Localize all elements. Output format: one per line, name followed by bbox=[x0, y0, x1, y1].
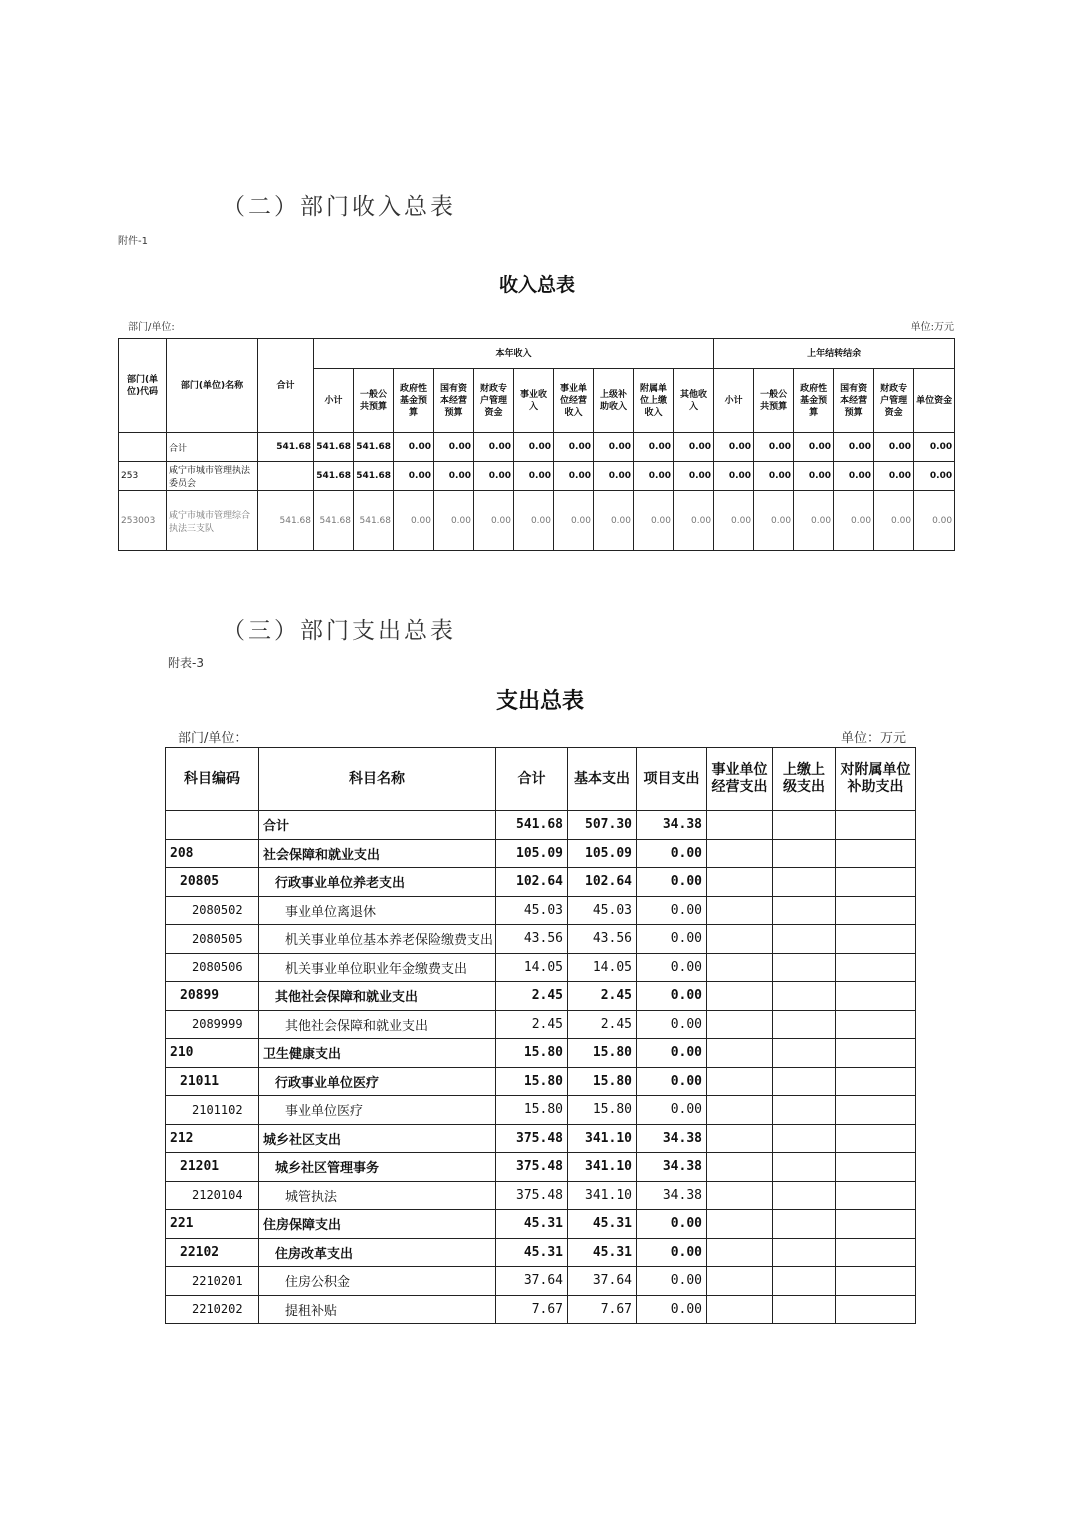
expense-cell-project: 0.00 bbox=[637, 1067, 707, 1096]
expense-cell-upper bbox=[773, 1295, 836, 1324]
income-cell-name: 合计 bbox=[167, 433, 258, 462]
expense-cell-upper bbox=[773, 1181, 836, 1210]
expense-cell-name: 事业单位医疗 bbox=[259, 1096, 496, 1125]
expense-cell-business bbox=[707, 1010, 773, 1039]
expense-cell-basic: 15.80 bbox=[568, 1096, 637, 1125]
expense-cell-project: 0.00 bbox=[637, 868, 707, 897]
income-cell-value: 0.00 bbox=[594, 491, 634, 551]
income-subheader-prev-2: 政府性基金预算 bbox=[794, 369, 834, 433]
expense-dept-label: 部门/单位： bbox=[178, 731, 248, 746]
expense-cell-upper bbox=[773, 896, 836, 925]
income-cell-value: 0.00 bbox=[714, 462, 754, 491]
income-cell-value: 0.00 bbox=[634, 462, 674, 491]
expense-cell-subsidy bbox=[836, 896, 916, 925]
expense-header-5: 事业单位经营支出 bbox=[707, 748, 773, 811]
income-cell-value: 0.00 bbox=[634, 491, 674, 551]
expense-cell-project: 34.38 bbox=[637, 1124, 707, 1153]
expense-cell-total: 375.48 bbox=[496, 1153, 568, 1182]
income-cell-value: 541.68 bbox=[354, 491, 394, 551]
income-cell-code bbox=[119, 433, 167, 462]
expense-cell-project: 0.00 bbox=[637, 1010, 707, 1039]
expense-cell-upper bbox=[773, 1010, 836, 1039]
income-cell-total: 541.68 bbox=[258, 433, 314, 462]
expense-cell-total: 102.64 bbox=[496, 868, 568, 897]
income-table bbox=[118, 338, 955, 551]
expense-row bbox=[166, 1153, 916, 1182]
expense-cell-subsidy bbox=[836, 1124, 916, 1153]
income-cell-value: 0.00 bbox=[794, 491, 834, 551]
section2-title: （二）部门收入总表 bbox=[222, 194, 456, 220]
income-cell-value: 541.68 bbox=[314, 462, 354, 491]
income-unit-label: 单位:万元 bbox=[910, 322, 954, 333]
expense-cell-code: 22102 bbox=[166, 1238, 259, 1267]
expense-cell-project: 0.00 bbox=[637, 1039, 707, 1068]
income-subheader-current-9: 其他收入 bbox=[674, 369, 714, 433]
income-subheader-prev-4: 财政专户管理资金 bbox=[874, 369, 914, 433]
expense-cell-project: 0.00 bbox=[637, 896, 707, 925]
expense-cell-name: 机关事业单位职业年金缴费支出 bbox=[259, 953, 496, 982]
income-cell-value: 541.68 bbox=[314, 433, 354, 462]
income-cell-value: 0.00 bbox=[754, 491, 794, 551]
income-subheader-current-4: 财政专户管理资金 bbox=[474, 369, 514, 433]
expense-cell-total: 45.31 bbox=[496, 1210, 568, 1239]
expense-cell-code: 2101102 bbox=[166, 1096, 259, 1125]
income-cell-value: 0.00 bbox=[674, 491, 714, 551]
expense-cell-basic: 341.10 bbox=[568, 1124, 637, 1153]
expense-cell-project: 34.38 bbox=[637, 811, 707, 840]
expense-cell-subsidy bbox=[836, 1210, 916, 1239]
income-cell-total bbox=[258, 462, 314, 491]
expense-cell-basic: 37.64 bbox=[568, 1267, 637, 1296]
expense-cell-business bbox=[707, 953, 773, 982]
expense-cell-project: 0.00 bbox=[637, 839, 707, 868]
expense-cell-business bbox=[707, 982, 773, 1011]
expense-cell-basic: 45.31 bbox=[568, 1210, 637, 1239]
expense-cell-business bbox=[707, 839, 773, 868]
expense-cell-total: 15.80 bbox=[496, 1067, 568, 1096]
income-cell-value: 0.00 bbox=[874, 433, 914, 462]
expense-cell-total: 15.80 bbox=[496, 1039, 568, 1068]
expense-cell-basic: 2.45 bbox=[568, 1010, 637, 1039]
expense-cell-subsidy bbox=[836, 953, 916, 982]
expense-cell-total: 105.09 bbox=[496, 839, 568, 868]
expense-cell-name: 城管执法 bbox=[259, 1181, 496, 1210]
income-subheader-current-1: 一般公共预算 bbox=[354, 369, 394, 433]
expense-cell-subsidy bbox=[836, 1267, 916, 1296]
expense-cell-project: 0.00 bbox=[637, 925, 707, 954]
expense-cell-basic: 43.56 bbox=[568, 925, 637, 954]
income-cell-value: 0.00 bbox=[834, 433, 874, 462]
income-cell-value: 0.00 bbox=[754, 462, 794, 491]
expense-cell-code: 210 bbox=[166, 1039, 259, 1068]
expense-cell-business bbox=[707, 925, 773, 954]
expense-cell-subsidy bbox=[836, 1181, 916, 1210]
expense-cell-name: 住房改革支出 bbox=[259, 1238, 496, 1267]
income-subheader-prev-0: 小计 bbox=[714, 369, 754, 433]
income-cell-value: 0.00 bbox=[474, 433, 514, 462]
expense-cell-business bbox=[707, 1096, 773, 1125]
expense-cell-total: 2.45 bbox=[496, 1010, 568, 1039]
income-row bbox=[119, 491, 955, 551]
expense-cell-subsidy bbox=[836, 1096, 916, 1125]
expense-cell-name: 城乡社区支出 bbox=[259, 1124, 496, 1153]
expense-cell-total: 7.67 bbox=[496, 1295, 568, 1324]
expense-cell-total: 541.68 bbox=[496, 811, 568, 840]
expense-cell-subsidy bbox=[836, 1153, 916, 1182]
income-cell-value: 0.00 bbox=[794, 433, 834, 462]
income-cell-value: 0.00 bbox=[794, 462, 834, 491]
expense-cell-business bbox=[707, 896, 773, 925]
income-cell-value: 0.00 bbox=[874, 462, 914, 491]
expense-cell-total: 2.45 bbox=[496, 982, 568, 1011]
income-subheader-current-8: 附属单位上缴收入 bbox=[634, 369, 674, 433]
expense-cell-name: 城乡社区管理事务 bbox=[259, 1153, 496, 1182]
expense-cell-subsidy bbox=[836, 1238, 916, 1267]
income-cell-value: 0.00 bbox=[914, 462, 955, 491]
expense-header-2: 合计 bbox=[496, 748, 568, 811]
expense-cell-upper bbox=[773, 868, 836, 897]
expense-row bbox=[166, 1039, 916, 1068]
expense-cell-total: 37.64 bbox=[496, 1267, 568, 1296]
income-subheader-prev-1: 一般公共预算 bbox=[754, 369, 794, 433]
expense-cell-basic: 507.30 bbox=[568, 811, 637, 840]
expense-cell-basic: 15.80 bbox=[568, 1067, 637, 1096]
income-subheader-current-6: 事业单位经营收入 bbox=[554, 369, 594, 433]
expense-cell-project: 0.00 bbox=[637, 1238, 707, 1267]
income-header-name: 部门(单位)名称 bbox=[167, 339, 258, 433]
expense-cell-subsidy bbox=[836, 982, 916, 1011]
income-cell-value: 0.00 bbox=[434, 462, 474, 491]
expense-row bbox=[166, 1267, 916, 1296]
income-cell-value: 0.00 bbox=[834, 491, 874, 551]
income-cell-value: 0.00 bbox=[394, 433, 434, 462]
income-cell-value: 0.00 bbox=[514, 462, 554, 491]
expense-header-3: 基本支出 bbox=[568, 748, 637, 811]
income-cell-code: 253 bbox=[119, 462, 167, 491]
income-cell-value: 0.00 bbox=[474, 462, 514, 491]
expense-row bbox=[166, 896, 916, 925]
expense-cell-name: 社会保障和就业支出 bbox=[259, 839, 496, 868]
expense-cell-basic: 341.10 bbox=[568, 1181, 637, 1210]
expense-cell-business bbox=[707, 1067, 773, 1096]
expense-cell-basic: 15.80 bbox=[568, 1039, 637, 1068]
expense-cell-upper bbox=[773, 1124, 836, 1153]
expense-cell-code: 2120104 bbox=[166, 1181, 259, 1210]
expense-cell-code: 2210201 bbox=[166, 1267, 259, 1296]
expense-cell-code: 2080502 bbox=[166, 896, 259, 925]
expense-cell-basic: 7.67 bbox=[568, 1295, 637, 1324]
income-cell-value: 541.68 bbox=[314, 491, 354, 551]
expense-title: 支出总表 bbox=[495, 689, 584, 714]
expense-cell-total: 45.31 bbox=[496, 1238, 568, 1267]
income-subheader-current-0: 小计 bbox=[314, 369, 354, 433]
expense-cell-upper bbox=[773, 1067, 836, 1096]
expense-row bbox=[166, 1010, 916, 1039]
expense-row bbox=[166, 811, 916, 840]
expense-cell-business bbox=[707, 1153, 773, 1182]
expense-cell-name: 其他社会保障和就业支出 bbox=[259, 1010, 496, 1039]
expense-cell-subsidy bbox=[836, 1039, 916, 1068]
expense-cell-upper bbox=[773, 1096, 836, 1125]
expense-cell-subsidy bbox=[836, 1010, 916, 1039]
expense-cell-project: 0.00 bbox=[637, 1267, 707, 1296]
expense-row bbox=[166, 925, 916, 954]
income-subheader-current-5: 事业收入 bbox=[514, 369, 554, 433]
expense-cell-upper bbox=[773, 1210, 836, 1239]
income-cell-value: 0.00 bbox=[554, 462, 594, 491]
expense-cell-upper bbox=[773, 982, 836, 1011]
expense-cell-code: 221 bbox=[166, 1210, 259, 1239]
expense-header-4: 项目支出 bbox=[637, 748, 707, 811]
income-cell-value: 0.00 bbox=[874, 491, 914, 551]
income-cell-value: 0.00 bbox=[434, 491, 474, 551]
section3-title: （三）部门支出总表 bbox=[222, 618, 456, 644]
expense-cell-project: 0.00 bbox=[637, 1210, 707, 1239]
expense-cell-business bbox=[707, 868, 773, 897]
expense-cell-total: 375.48 bbox=[496, 1181, 568, 1210]
expense-cell-project: 0.00 bbox=[637, 1295, 707, 1324]
income-cell-value: 0.00 bbox=[634, 433, 674, 462]
expense-cell-name: 事业单位离退休 bbox=[259, 896, 496, 925]
expense-cell-code: 21201 bbox=[166, 1153, 259, 1182]
income-row bbox=[119, 433, 955, 462]
income-cell-value: 0.00 bbox=[514, 433, 554, 462]
expense-row bbox=[166, 868, 916, 897]
expense-cell-upper bbox=[773, 811, 836, 840]
expense-row bbox=[166, 839, 916, 868]
expense-cell-business bbox=[707, 1181, 773, 1210]
expense-header-7: 对附属单位补助支出 bbox=[836, 748, 916, 811]
expense-cell-code: 2080505 bbox=[166, 925, 259, 954]
income-cell-code: 253003 bbox=[119, 491, 167, 551]
expense-cell-subsidy bbox=[836, 868, 916, 897]
expense-cell-project: 0.00 bbox=[637, 982, 707, 1011]
income-cell-value: 0.00 bbox=[914, 433, 955, 462]
expense-row bbox=[166, 1096, 916, 1125]
expense-cell-code: 208 bbox=[166, 839, 259, 868]
expense-cell-upper bbox=[773, 925, 836, 954]
income-header-prev-balance: 上年结转结余 bbox=[714, 339, 955, 369]
expense-cell-name: 合计 bbox=[259, 811, 496, 840]
expense-row bbox=[166, 1181, 916, 1210]
income-header-code: 部门(单位)代码 bbox=[119, 339, 167, 433]
expense-cell-business bbox=[707, 811, 773, 840]
expense-cell-total: 45.03 bbox=[496, 896, 568, 925]
expense-cell-basic: 14.05 bbox=[568, 953, 637, 982]
expense-unit-label: 单位：万元 bbox=[840, 731, 906, 746]
expense-cell-name: 提租补贴 bbox=[259, 1295, 496, 1324]
income-subheader-current-7: 上级补助收入 bbox=[594, 369, 634, 433]
income-cell-name: 咸宁市城市管理执法委员会 bbox=[167, 462, 258, 491]
income-subheader-current-2: 政府性基金预算 bbox=[394, 369, 434, 433]
expense-row bbox=[166, 1067, 916, 1096]
expense-cell-name: 卫生健康支出 bbox=[259, 1039, 496, 1068]
expense-header-1: 科目名称 bbox=[259, 748, 496, 811]
expense-row bbox=[166, 1238, 916, 1267]
expense-cell-code: 2210202 bbox=[166, 1295, 259, 1324]
expense-cell-business bbox=[707, 1039, 773, 1068]
income-cell-value: 0.00 bbox=[434, 433, 474, 462]
expense-cell-subsidy bbox=[836, 925, 916, 954]
expense-annex-label: 附表-3 bbox=[168, 656, 204, 670]
expense-cell-name: 行政事业单位医疗 bbox=[259, 1067, 496, 1096]
expense-cell-business bbox=[707, 1210, 773, 1239]
expense-cell-total: 43.56 bbox=[496, 925, 568, 954]
expense-cell-subsidy bbox=[836, 811, 916, 840]
expense-cell-basic: 45.31 bbox=[568, 1238, 637, 1267]
income-header-total: 合计 bbox=[258, 339, 314, 433]
income-row bbox=[119, 462, 955, 491]
income-cell-value: 541.68 bbox=[354, 462, 394, 491]
income-subheader-prev-5: 单位资金 bbox=[914, 369, 955, 433]
expense-cell-code bbox=[166, 811, 259, 840]
income-cell-value: 0.00 bbox=[834, 462, 874, 491]
expense-cell-project: 0.00 bbox=[637, 1096, 707, 1125]
income-cell-value: 0.00 bbox=[554, 433, 594, 462]
expense-cell-business bbox=[707, 1124, 773, 1153]
income-subheader-prev-3: 国有资本经营预算 bbox=[834, 369, 874, 433]
expense-cell-upper bbox=[773, 953, 836, 982]
expense-cell-basic: 105.09 bbox=[568, 839, 637, 868]
expense-table bbox=[165, 747, 916, 1324]
income-cell-value: 0.00 bbox=[594, 462, 634, 491]
expense-cell-subsidy bbox=[836, 1067, 916, 1096]
income-title: 收入总表 bbox=[498, 274, 575, 296]
expense-cell-upper bbox=[773, 1153, 836, 1182]
income-cell-total: 541.68 bbox=[258, 491, 314, 551]
expense-cell-upper bbox=[773, 1267, 836, 1296]
expense-cell-upper bbox=[773, 1039, 836, 1068]
income-cell-value: 0.00 bbox=[394, 462, 434, 491]
expense-cell-upper bbox=[773, 1238, 836, 1267]
income-cell-value: 0.00 bbox=[474, 491, 514, 551]
expense-cell-basic: 102.64 bbox=[568, 868, 637, 897]
expense-cell-name: 住房保障支出 bbox=[259, 1210, 496, 1239]
expense-cell-name: 住房公积金 bbox=[259, 1267, 496, 1296]
expense-cell-code: 21011 bbox=[166, 1067, 259, 1096]
expense-cell-project: 34.38 bbox=[637, 1181, 707, 1210]
income-cell-value: 0.00 bbox=[674, 433, 714, 462]
expense-cell-basic: 45.03 bbox=[568, 896, 637, 925]
expense-cell-total: 375.48 bbox=[496, 1124, 568, 1153]
income-cell-value: 0.00 bbox=[554, 491, 594, 551]
income-header-current-year: 本年收入 bbox=[314, 339, 714, 369]
expense-cell-project: 34.38 bbox=[637, 1153, 707, 1182]
expense-row bbox=[166, 982, 916, 1011]
income-dept-label: 部门/单位: bbox=[128, 322, 175, 333]
expense-cell-business bbox=[707, 1295, 773, 1324]
income-cell-value: 0.00 bbox=[394, 491, 434, 551]
income-cell-value: 0.00 bbox=[594, 433, 634, 462]
expense-cell-project: 0.00 bbox=[637, 953, 707, 982]
expense-row bbox=[166, 1210, 916, 1239]
expense-cell-name: 其他社会保障和就业支出 bbox=[259, 982, 496, 1011]
expense-cell-basic: 2.45 bbox=[568, 982, 637, 1011]
income-subheader-current-3: 国有资本经营预算 bbox=[434, 369, 474, 433]
income-cell-value: 541.68 bbox=[354, 433, 394, 462]
expense-cell-business bbox=[707, 1267, 773, 1296]
income-cell-value: 0.00 bbox=[714, 491, 754, 551]
expense-cell-total: 14.05 bbox=[496, 953, 568, 982]
expense-row bbox=[166, 1124, 916, 1153]
expense-cell-total: 15.80 bbox=[496, 1096, 568, 1125]
expense-cell-business bbox=[707, 1238, 773, 1267]
expense-row bbox=[166, 953, 916, 982]
income-cell-name: 咸宁市城市管理综合执法三支队 bbox=[167, 491, 258, 551]
expense-cell-code: 2080506 bbox=[166, 953, 259, 982]
income-cell-value: 0.00 bbox=[714, 433, 754, 462]
expense-cell-name: 行政事业单位养老支出 bbox=[259, 868, 496, 897]
expense-cell-subsidy bbox=[836, 1295, 916, 1324]
expense-row bbox=[166, 1295, 916, 1324]
income-cell-value: 0.00 bbox=[914, 491, 955, 551]
expense-cell-basic: 341.10 bbox=[568, 1153, 637, 1182]
income-cell-value: 0.00 bbox=[754, 433, 794, 462]
expense-cell-upper bbox=[773, 839, 836, 868]
expense-cell-subsidy bbox=[836, 839, 916, 868]
expense-header-0: 科目编码 bbox=[166, 748, 259, 811]
expense-cell-code: 2089999 bbox=[166, 1010, 259, 1039]
expense-cell-code: 20899 bbox=[166, 982, 259, 1011]
income-cell-value: 0.00 bbox=[514, 491, 554, 551]
expense-cell-name: 机关事业单位基本养老保险缴费支出 bbox=[259, 925, 496, 954]
income-annex-label: 附件-1 bbox=[118, 236, 148, 247]
expense-cell-code: 20805 bbox=[166, 868, 259, 897]
income-cell-value: 0.00 bbox=[674, 462, 714, 491]
expense-header-6: 上缴上级支出 bbox=[773, 748, 836, 811]
expense-cell-code: 212 bbox=[166, 1124, 259, 1153]
